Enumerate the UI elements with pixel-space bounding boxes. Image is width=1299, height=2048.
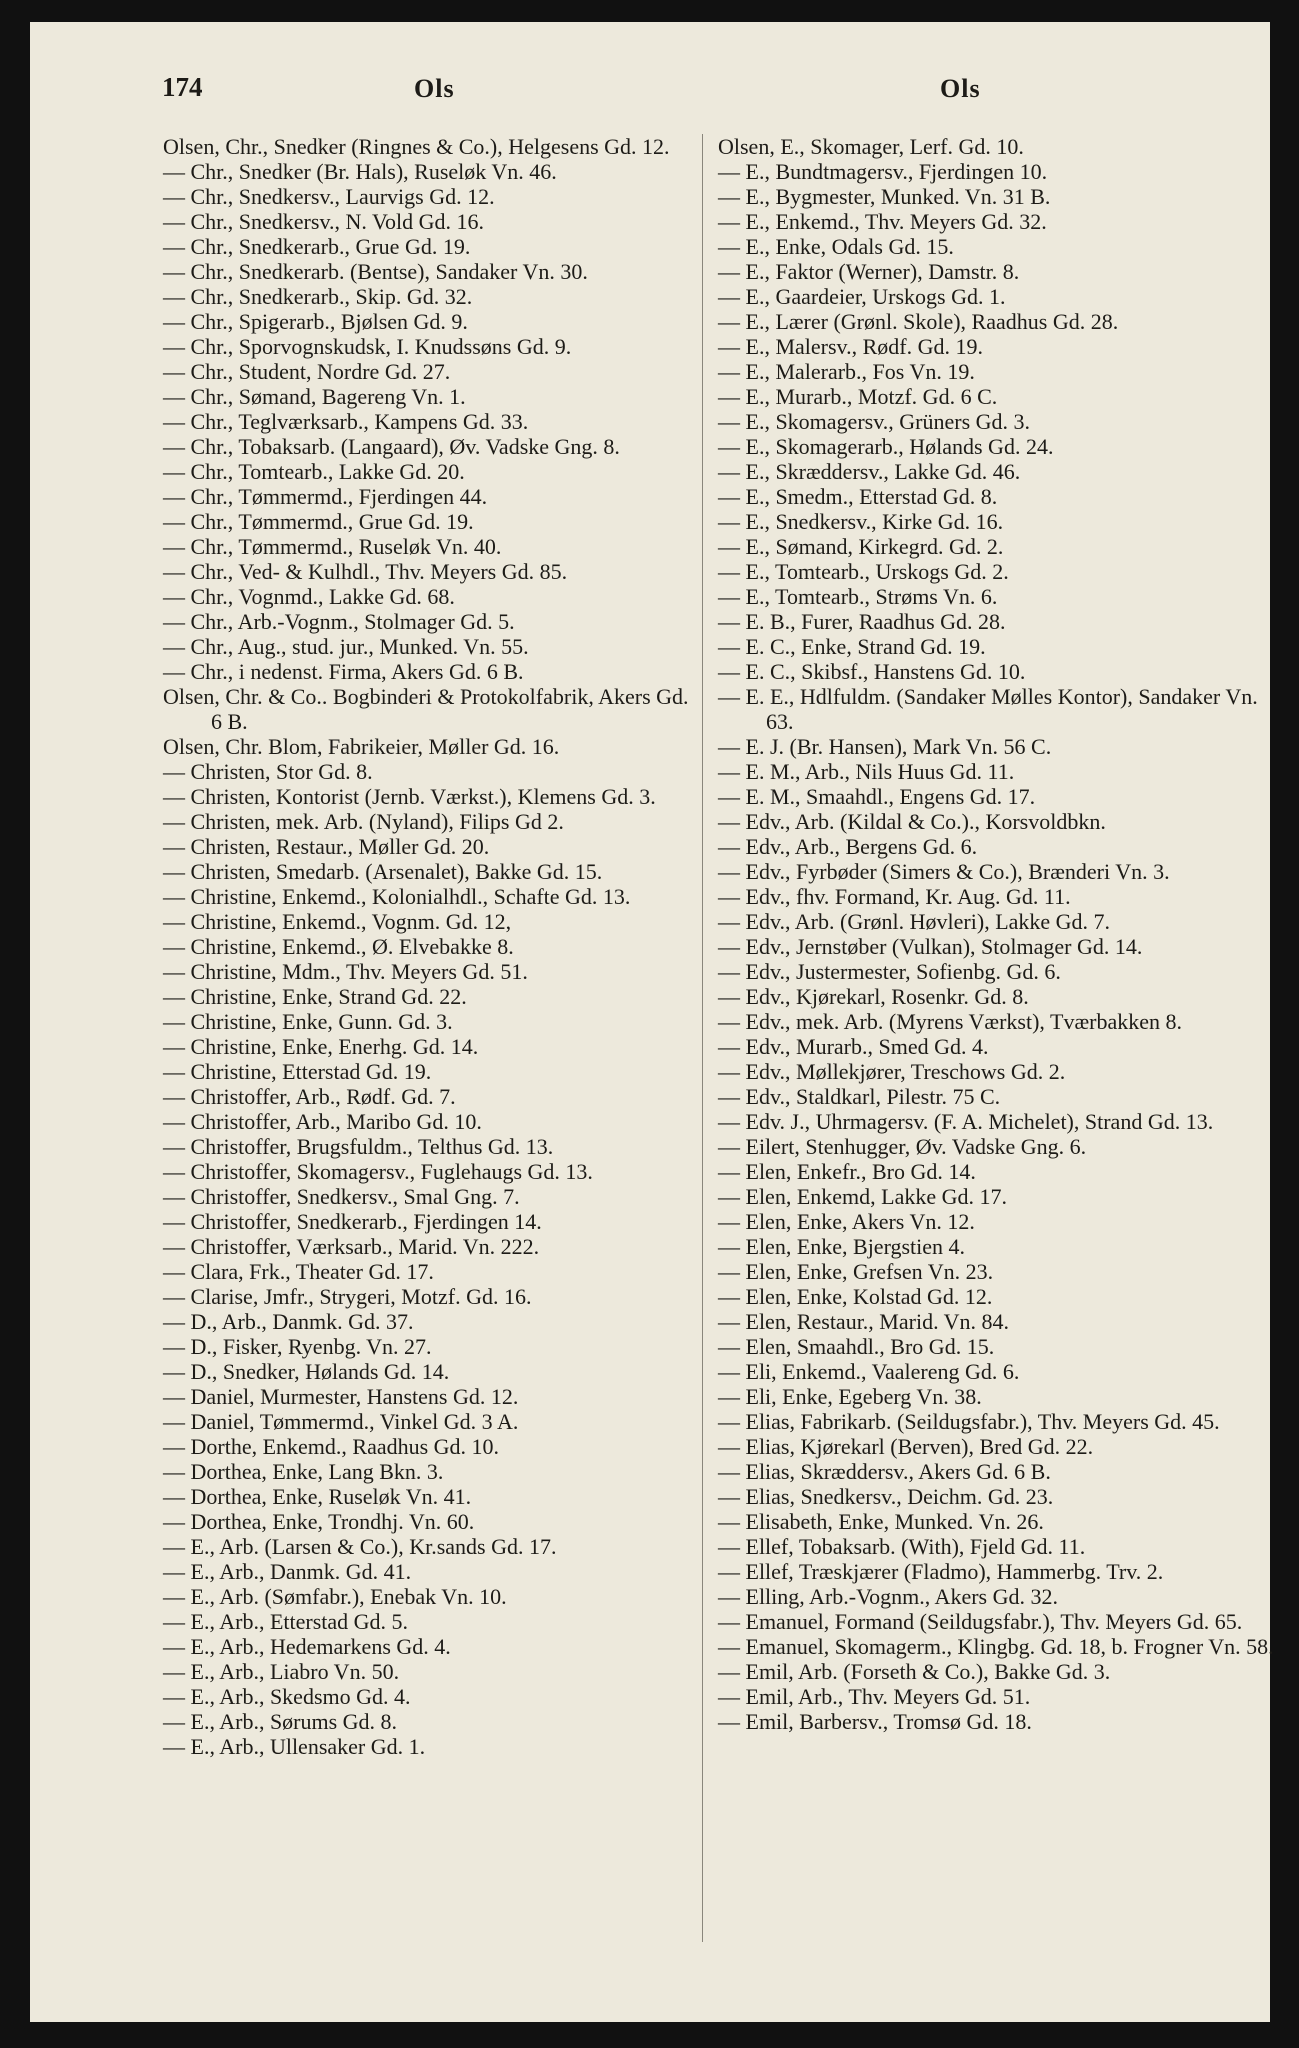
directory-entry: — Chr., Aug., stud. jur., Munked. Vn. 55. <box>163 634 529 659</box>
left-column <box>163 134 699 1759</box>
directory-entry: — Ellef, Træskjærer (Fladmo), Hammerbg. Trv. 2. <box>718 1559 1164 1584</box>
directory-entry: — Christen, Restaur., Møller Gd. 20. <box>163 834 490 859</box>
directory-entry: — E., Snedkersv., Kirke Gd. 16. <box>718 509 1004 534</box>
directory-entry: — Christoffer, Skomagersv., Fuglehaugs Gd. 13. <box>163 1159 593 1184</box>
directory-entry: — E., Arb., Skedsmo Gd. 4. <box>163 1684 411 1709</box>
directory-entry: Olsen, Chr. Blom, Fabrikeier, Møller Gd. 16. <box>163 734 560 759</box>
directory-entry: — Chr., Snedkersv., Laurvigs Gd. 12. <box>163 184 495 209</box>
directory-entry: — Christine, Enke, Gunn. Gd. 3. <box>163 1009 453 1034</box>
directory-entry: — Christen, Smedarb. (Arsenalet), Bakke Gd. 15. <box>163 859 603 884</box>
directory-entry: — Chr., Student, Nordre Gd. 27. <box>163 359 451 384</box>
directory-entry: — E. C., Enke, Strand Gd. 19. <box>718 634 986 659</box>
directory-entry: — Daniel, Murmester, Hanstens Gd. 12. <box>163 1384 519 1409</box>
directory-entry: — Emil, Arb., Thv. Meyers Gd. 51. <box>718 1684 1031 1709</box>
column-divider <box>702 134 703 1942</box>
directory-entry: Olsen, Chr. & Co.. Bogbinderi & Protokolfabrik, Akers Gd. 6 B. <box>163 684 689 734</box>
right-column <box>718 134 1278 1734</box>
directory-entry: — Elen, Enke, Bjergstien 4. <box>718 1234 966 1259</box>
directory-entry: — D., Arb., Danmk. Gd. 37. <box>163 1309 414 1334</box>
directory-entry: — E., Enke, Odals Gd. 15. <box>718 234 954 259</box>
directory-entry: — Edv., Fyrbøder (Simers & Co.), Brænderi Vn. 3. <box>718 859 1170 884</box>
directory-entry: — Elling, Arb.-Vognm., Akers Gd. 32. <box>718 1584 1058 1609</box>
directory-entry: — Chr., Snedkerarb., Grue Gd. 19. <box>163 234 471 259</box>
directory-entry: — Christine, Enke, Strand Gd. 22. <box>163 984 467 1009</box>
directory-entry: — Chr., i nedenst. Firma, Akers Gd. 6 B. <box>163 659 524 684</box>
directory-entry: — E., Arb., Etterstad Gd. 5. <box>163 1609 409 1634</box>
directory-entry: — Chr., Ved- & Kulhdl., Thv. Meyers Gd. 85. <box>163 559 568 584</box>
directory-entry: — E., Bundtmagersv., Fjerdingen 10. <box>718 159 1048 184</box>
page-header <box>30 50 1270 103</box>
directory-entry: — Christine, Enkemd., Vognm. Gd. 12, <box>163 909 512 934</box>
directory-entry: — Elen, Enkemd, Lakke Gd. 17. <box>718 1184 1007 1209</box>
directory-entry: Olsen, E., Skomager, Lerf. Gd. 10. <box>718 134 1024 159</box>
directory-entry: — Chr., Snedker (Br. Hals), Ruseløk Vn. 46. <box>163 159 557 184</box>
directory-entry: — Chr., Tomtearb., Lakke Gd. 20. <box>163 459 465 484</box>
directory-entry: — Elen, Restaur., Marid. Vn. 84. <box>718 1309 1010 1334</box>
directory-entry: — Ellef, Tobaksarb. (With), Fjeld Gd. 11. <box>718 1534 1086 1559</box>
directory-entry: — Elias, Fabrikarb. (Seildugsfabr.), Thv. Meyers Gd. 45. <box>718 1409 1220 1434</box>
directory-entry: — E., Lærer (Grønl. Skole), Raadhus Gd. 28. <box>718 309 1119 334</box>
directory-entry: — Emil, Arb. (Forseth & Co.), Bakke Gd. 3. <box>718 1659 1111 1684</box>
directory-entry: — Elen, Enkefr., Bro Gd. 14. <box>718 1159 976 1184</box>
directory-entry: — E., Arb., Ullensaker Gd. 1. <box>163 1734 426 1759</box>
directory-entry: — E., Skomagerarb., Hølands Gd. 24. <box>718 434 1054 459</box>
directory-entry: — Edv., Jernstøber (Vulkan), Stolmager Gd. 14. <box>718 934 1143 959</box>
directory-entry: — E. B., Furer, Raadhus Gd. 28. <box>718 609 1006 634</box>
directory-entry: — Edv., Staldkarl, Pilestr. 75 C. <box>718 1084 1001 1109</box>
directory-entry: — Dorthea, Enke, Trondhj. Vn. 60. <box>163 1509 475 1534</box>
directory-entry: — Elen, Enke, Kolstad Gd. 12. <box>718 1284 993 1309</box>
directory-entry: — E. E., Hdlfuldm. (Sandaker Mølles Kontor), Sandaker Vn. 63. <box>718 684 1258 734</box>
directory-entry: — Emanuel, Formand (Seildugsfabr.), Thv. Meyers Gd. 65. <box>718 1609 1243 1634</box>
directory-entry: — Christen, Stor Gd. 8. <box>163 759 373 784</box>
directory-entry: — Christen, Kontorist (Jernb. Værkst.), Klemens Gd. 3. <box>163 784 656 809</box>
directory-entry: — E., Tomtearb., Strøms Vn. 6. <box>718 584 998 609</box>
directory-entry: — Clarise, Jmfr., Strygeri, Motzf. Gd. 16. <box>163 1284 532 1309</box>
directory-entry: — Chr., Arb.-Vognm., Stolmager Gd. 5. <box>163 609 515 634</box>
directory-entry: — Christine, Mdm., Thv. Meyers Gd. 51. <box>163 959 528 984</box>
running-head-left: Ols <box>414 74 455 103</box>
directory-entry: — Elias, Skræddersv., Akers Gd. 6 B. <box>718 1459 1051 1484</box>
directory-entry: — Dorthe, Enkemd., Raadhus Gd. 10. <box>163 1434 500 1459</box>
directory-entry: — E., Arb. (Larsen & Co.), Kr.sands Gd. 17. <box>163 1534 557 1559</box>
directory-entry: — Chr., Sømand, Bagereng Vn. 1. <box>163 384 466 409</box>
directory-entry: — E., Arb., Liabro Vn. 50. <box>163 1659 400 1684</box>
directory-entry: — Chr., Tømmermd., Ruseløk Vn. 40. <box>163 534 502 559</box>
directory-entry: — Edv. J., Uhrmagersv. (F. A. Michelet), Strand Gd. 13. <box>718 1109 1214 1134</box>
directory-entry: — E., Malerarb., Fos Vn. 19. <box>718 359 975 384</box>
directory-entry: — Christine, Enkemd., Ø. Elvebakke 8. <box>163 934 514 959</box>
directory-entry: — Chr., Tømmermd., Fjerdingen 44. <box>163 484 488 509</box>
directory-entry: — Eli, Enkemd., Vaalereng Gd. 6. <box>718 1359 1020 1384</box>
directory-entry: Olsen, Chr., Snedker (Ringnes & Co.), Helgesens Gd. 12. <box>163 134 670 159</box>
directory-entry: — D., Fisker, Ryenbg. Vn. 27. <box>163 1334 432 1359</box>
directory-entry: — E., Sømand, Kirkegrd. Gd. 2. <box>718 534 1004 559</box>
directory-entry: — E., Murarb., Motzf. Gd. 6 C. <box>718 384 998 409</box>
directory-entry: — Edv., Murarb., Smed Gd. 4. <box>718 1034 989 1059</box>
directory-entry: — E., Skræddersv., Lakke Gd. 46. <box>718 459 1021 484</box>
directory-entry: — Christen, mek. Arb. (Nyland), Filips Gd 2. <box>163 809 564 834</box>
directory-entry: — Christoffer, Arb., Maribo Gd. 10. <box>163 1109 482 1134</box>
directory-entry: — Edv., Arb., Bergens Gd. 6. <box>718 834 978 859</box>
directory-page <box>30 22 1274 2022</box>
directory-entry: — Emil, Barbersv., Tromsø Gd. 18. <box>718 1709 1032 1734</box>
directory-entry: — Eli, Enke, Egeberg Vn. 38. <box>718 1384 982 1409</box>
directory-entry: — Elen, Smaahdl., Bro Gd. 15. <box>718 1334 995 1359</box>
directory-entry: — Elen, Enke, Grefsen Vn. 23. <box>718 1259 994 1284</box>
directory-entry: — Eilert, Stenhugger, Øv. Vadske Gng. 6. <box>718 1134 1087 1159</box>
directory-entry: — E., Gaardeier, Urskogs Gd. 1. <box>718 284 1006 309</box>
directory-entry: — E. C., Skibsf., Hanstens Gd. 10. <box>718 659 1026 684</box>
page-number: 174 <box>162 72 203 102</box>
directory-entry: — Christoffer, Snedkerarb., Fjerdingen 14. <box>163 1209 542 1234</box>
directory-entry: — Edv., Arb. (Kildal & Co.)., Korsvoldbkn. <box>718 809 1106 834</box>
directory-entry: — Edv., Kjørekarl, Rosenkr. Gd. 8. <box>718 984 1029 1009</box>
directory-entry: — Chr., Tømmermd., Grue Gd. 19. <box>163 509 474 534</box>
directory-entry: — Dorthea, Enke, Ruseløk Vn. 41. <box>163 1484 472 1509</box>
directory-entry: — E., Malersv., Rødf. Gd. 19. <box>718 334 983 359</box>
directory-entry: — Christoffer, Arb., Rødf. Gd. 7. <box>163 1084 456 1109</box>
directory-entry: — D., Snedker, Hølands Gd. 14. <box>163 1359 450 1384</box>
directory-entry: — Edv., Møllekjører, Treschows Gd. 2. <box>718 1059 1066 1084</box>
directory-entry: — Elias, Snedkersv., Deichm. Gd. 23. <box>718 1484 1054 1509</box>
directory-entry: — Daniel, Tømmermd., Vinkel Gd. 3 A. <box>163 1409 519 1434</box>
directory-entry: — Edv., Justermester, Sofienbg. Gd. 6. <box>718 959 1061 984</box>
directory-entry: — Chr., Teglværksarb., Kampens Gd. 33. <box>163 409 529 434</box>
directory-entry: — E., Arb. (Sømfabr.), Enebak Vn. 10. <box>163 1584 507 1609</box>
directory-entry: — E., Faktor (Werner), Damstr. 8. <box>718 259 1020 284</box>
directory-entry: — Christine, Enkemd., Kolonialhdl., Schafte Gd. 13. <box>163 884 631 909</box>
directory-entry: — E. J. (Br. Hansen), Mark Vn. 56 C. <box>718 734 1052 759</box>
directory-entry: — Elen, Enke, Akers Vn. 12. <box>718 1209 975 1234</box>
directory-entry: — E., Enkemd., Thv. Meyers Gd. 32. <box>718 209 1047 234</box>
directory-entry: — Edv., Arb. (Grønl. Høvleri), Lakke Gd. 7. <box>718 909 1111 934</box>
directory-entry: — E., Arb., Danmk. Gd. 41. <box>163 1559 412 1584</box>
directory-entry: — E. M., Smaahdl., Engens Gd. 17. <box>718 784 1036 809</box>
directory-entry: — Christoffer, Værksarb., Marid. Vn. 222. <box>163 1234 540 1259</box>
directory-entry: — Elisabeth, Enke, Munked. Vn. 26. <box>718 1509 1044 1534</box>
directory-entry: — Chr., Tobaksarb. (Langaard), Øv. Vadske Gng. 8. <box>163 434 620 459</box>
directory-entry: — Elias, Kjørekarl (Berven), Bred Gd. 22. <box>718 1434 1094 1459</box>
directory-entry: — Chr., Spigerarb., Bjølsen Gd. 9. <box>163 309 468 334</box>
running-head-right: Ols <box>940 74 981 103</box>
directory-entry: — Dorthea, Enke, Lang Bkn. 3. <box>163 1459 444 1484</box>
directory-entry: — Christoffer, Brugsfuldm., Telthus Gd. 13. <box>163 1134 554 1159</box>
directory-entry: — E., Skomagersv., Grüners Gd. 3. <box>718 409 1031 434</box>
directory-entry: — Edv., fhv. Formand, Kr. Aug. Gd. 11. <box>718 884 1071 909</box>
directory-entry: — E., Arb., Hedemarkens Gd. 4. <box>163 1634 451 1659</box>
directory-entry: — Chr., Sporvognskudsk, I. Knudssøns Gd. 9. <box>163 334 572 359</box>
directory-entry: — Chr., Snedkerarb., Skip. Gd. 32. <box>163 284 473 309</box>
directory-entry: — Chr., Vognmd., Lakke Gd. 68. <box>163 584 455 609</box>
directory-entry: — Chr., Snedkersv., N. Vold Gd. 16. <box>163 209 485 234</box>
directory-entry: — E., Arb., Sørums Gd. 8. <box>163 1709 398 1734</box>
directory-entry: — E., Tomtearb., Urskogs Gd. 2. <box>718 559 1009 584</box>
directory-entry: — E. M., Arb., Nils Huus Gd. 11. <box>718 759 1015 784</box>
directory-entry: — Clara, Frk., Theater Gd. 17. <box>163 1259 434 1284</box>
directory-entry: — E., Bygmester, Munked. Vn. 31 B. <box>718 184 1051 209</box>
directory-entry: — Christine, Enke, Enerhg. Gd. 14. <box>163 1034 479 1059</box>
directory-entry: — Edv., mek. Arb. (Myrens Værkst), Tværbakken 8. <box>718 1009 1182 1034</box>
directory-entry: — Emanuel, Skomagerm., Klingbg. Gd. 18, b. Frogner Vn. 58. <box>718 1634 1274 1659</box>
directory-entry: — Christine, Etterstad Gd. 19. <box>163 1059 432 1084</box>
directory-entry: — Christoffer, Snedkersv., Smal Gng. 7. <box>163 1184 520 1209</box>
directory-entry: — Chr., Snedkerarb. (Bentse), Sandaker Vn. 30. <box>163 259 588 284</box>
directory-entry: — E., Smedm., Etterstad Gd. 8. <box>718 484 998 509</box>
